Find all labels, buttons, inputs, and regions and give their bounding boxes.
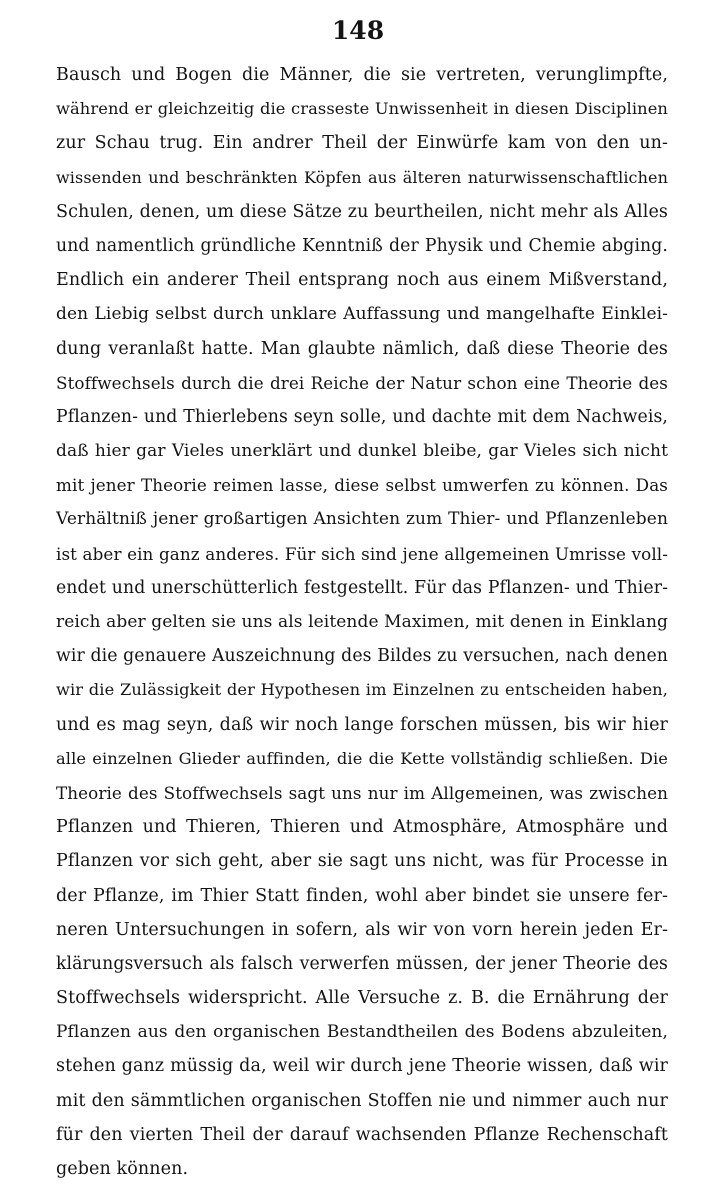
text-line: Pflanzen vor sich geht, aber sie sagt uns nicht, was für Processe in	[56, 851, 668, 872]
text-line: für den vierten Theil der darauf wachsenden Pflanze Rechenschaft	[56, 1124, 668, 1145]
text-line: mit jener Theorie reimen lasse, diese selbst umwerfen zu können. Das	[56, 475, 668, 496]
text-line: ist aber ein ganz anderes. Für sich sind jene allgemeinen Umrisse voll-	[56, 543, 668, 564]
text-line: der Pflanze, im Thier Statt finden, wohl aber bindet sie unsere fer-	[56, 885, 668, 906]
text-line: dung veranlaßt hatte. Man glaubte nämlich, daß diese Theorie des	[56, 338, 668, 359]
text-line: Pflanzen und Thieren, Thieren und Atmosphäre, Atmosphäre und	[56, 817, 668, 838]
text-line: den Liebig selbst durch unklare Auffassung und mangelhafte Einklei-	[56, 304, 668, 325]
text-line: wir die genauere Auszeichnung des Bildes zu versuchen, nach denen	[56, 646, 668, 667]
text-line: daß hier gar Vieles unerklärt und dunkel bleibe, gar Vieles sich nicht	[56, 441, 668, 462]
text-line: neren Untersuchungen in sofern, als wir von vorn herein jeden Er-	[56, 919, 668, 940]
text-line: Pflanzen aus den organischen Bestandtheilen des Bodens abzuleiten,	[56, 1022, 668, 1043]
text-line: stehen ganz müssig da, weil wir durch jene Theorie wissen, daß wir	[56, 1056, 668, 1077]
text-line: klärungsversuch als falsch verwerfen müssen, der jener Theorie des	[56, 953, 668, 974]
text-line: alle einzelnen Glieder auffinden, die die Kette vollständig schließen. Die	[56, 748, 668, 768]
text-line: wissenden und beschränkten Köpfen aus älteren naturwissenschaftlichen	[56, 167, 668, 187]
text-line: wir die Zulässigkeit der Hypothesen im Einzelnen zu entscheiden haben,	[56, 680, 668, 700]
text-line: Schulen, denen, um diese Sätze zu beurtheilen, nicht mehr als Alles	[56, 201, 668, 222]
text-line: während er gleichzeitig die crasseste Unwissenheit in diesen Disciplinen	[56, 99, 668, 119]
page-number: 148	[331, 16, 385, 45]
text-line: Pflanzen- und Thierlebens seyn solle, und dachte mit dem Nachweis,	[56, 406, 668, 427]
text-line: Stoffwechsels widerspricht. Alle Versuche z. B. die Ernährung der	[56, 988, 668, 1009]
text-line: mit den sämmtlichen organischen Stoffen nie und nimmer auch nur	[56, 1090, 668, 1111]
text-line: und namentlich gründliche Kenntniß der Physik und Chemie abging.	[56, 235, 668, 256]
text-line: Bausch und Bogen die Männer, die sie vertreten, verunglimpfte,	[56, 65, 668, 85]
text-line: endet und unerschütterlich festgestellt. Für das Pflanzen- und Thier-	[56, 577, 668, 598]
text-line: geben können.	[56, 1159, 189, 1179]
text-line: Verhältniß jener großartigen Ansichten zum Thier- und Pflanzenleben	[56, 509, 668, 530]
text-line: reich aber gelten sie uns als leitende Maximen, mit denen in Einklang	[56, 612, 668, 632]
text-line: Endlich ein anderer Theil entsprang noch aus einem Mißverstand,	[56, 270, 668, 291]
text-line: Stoffwechsels durch die drei Reiche der Natur schon eine Theorie des	[56, 372, 668, 393]
text-line: zur Schau trug. Ein andrer Theil der Einwürfe kam von den un-	[56, 133, 668, 154]
text-line: Theorie des Stoffwechsels sagt uns nur im Allgemeinen, was zwischen	[56, 782, 668, 803]
text-line: und es mag seyn, daß wir noch lange forschen müssen, bis wir hier	[56, 714, 668, 735]
body-text	[56, 58, 668, 1186]
